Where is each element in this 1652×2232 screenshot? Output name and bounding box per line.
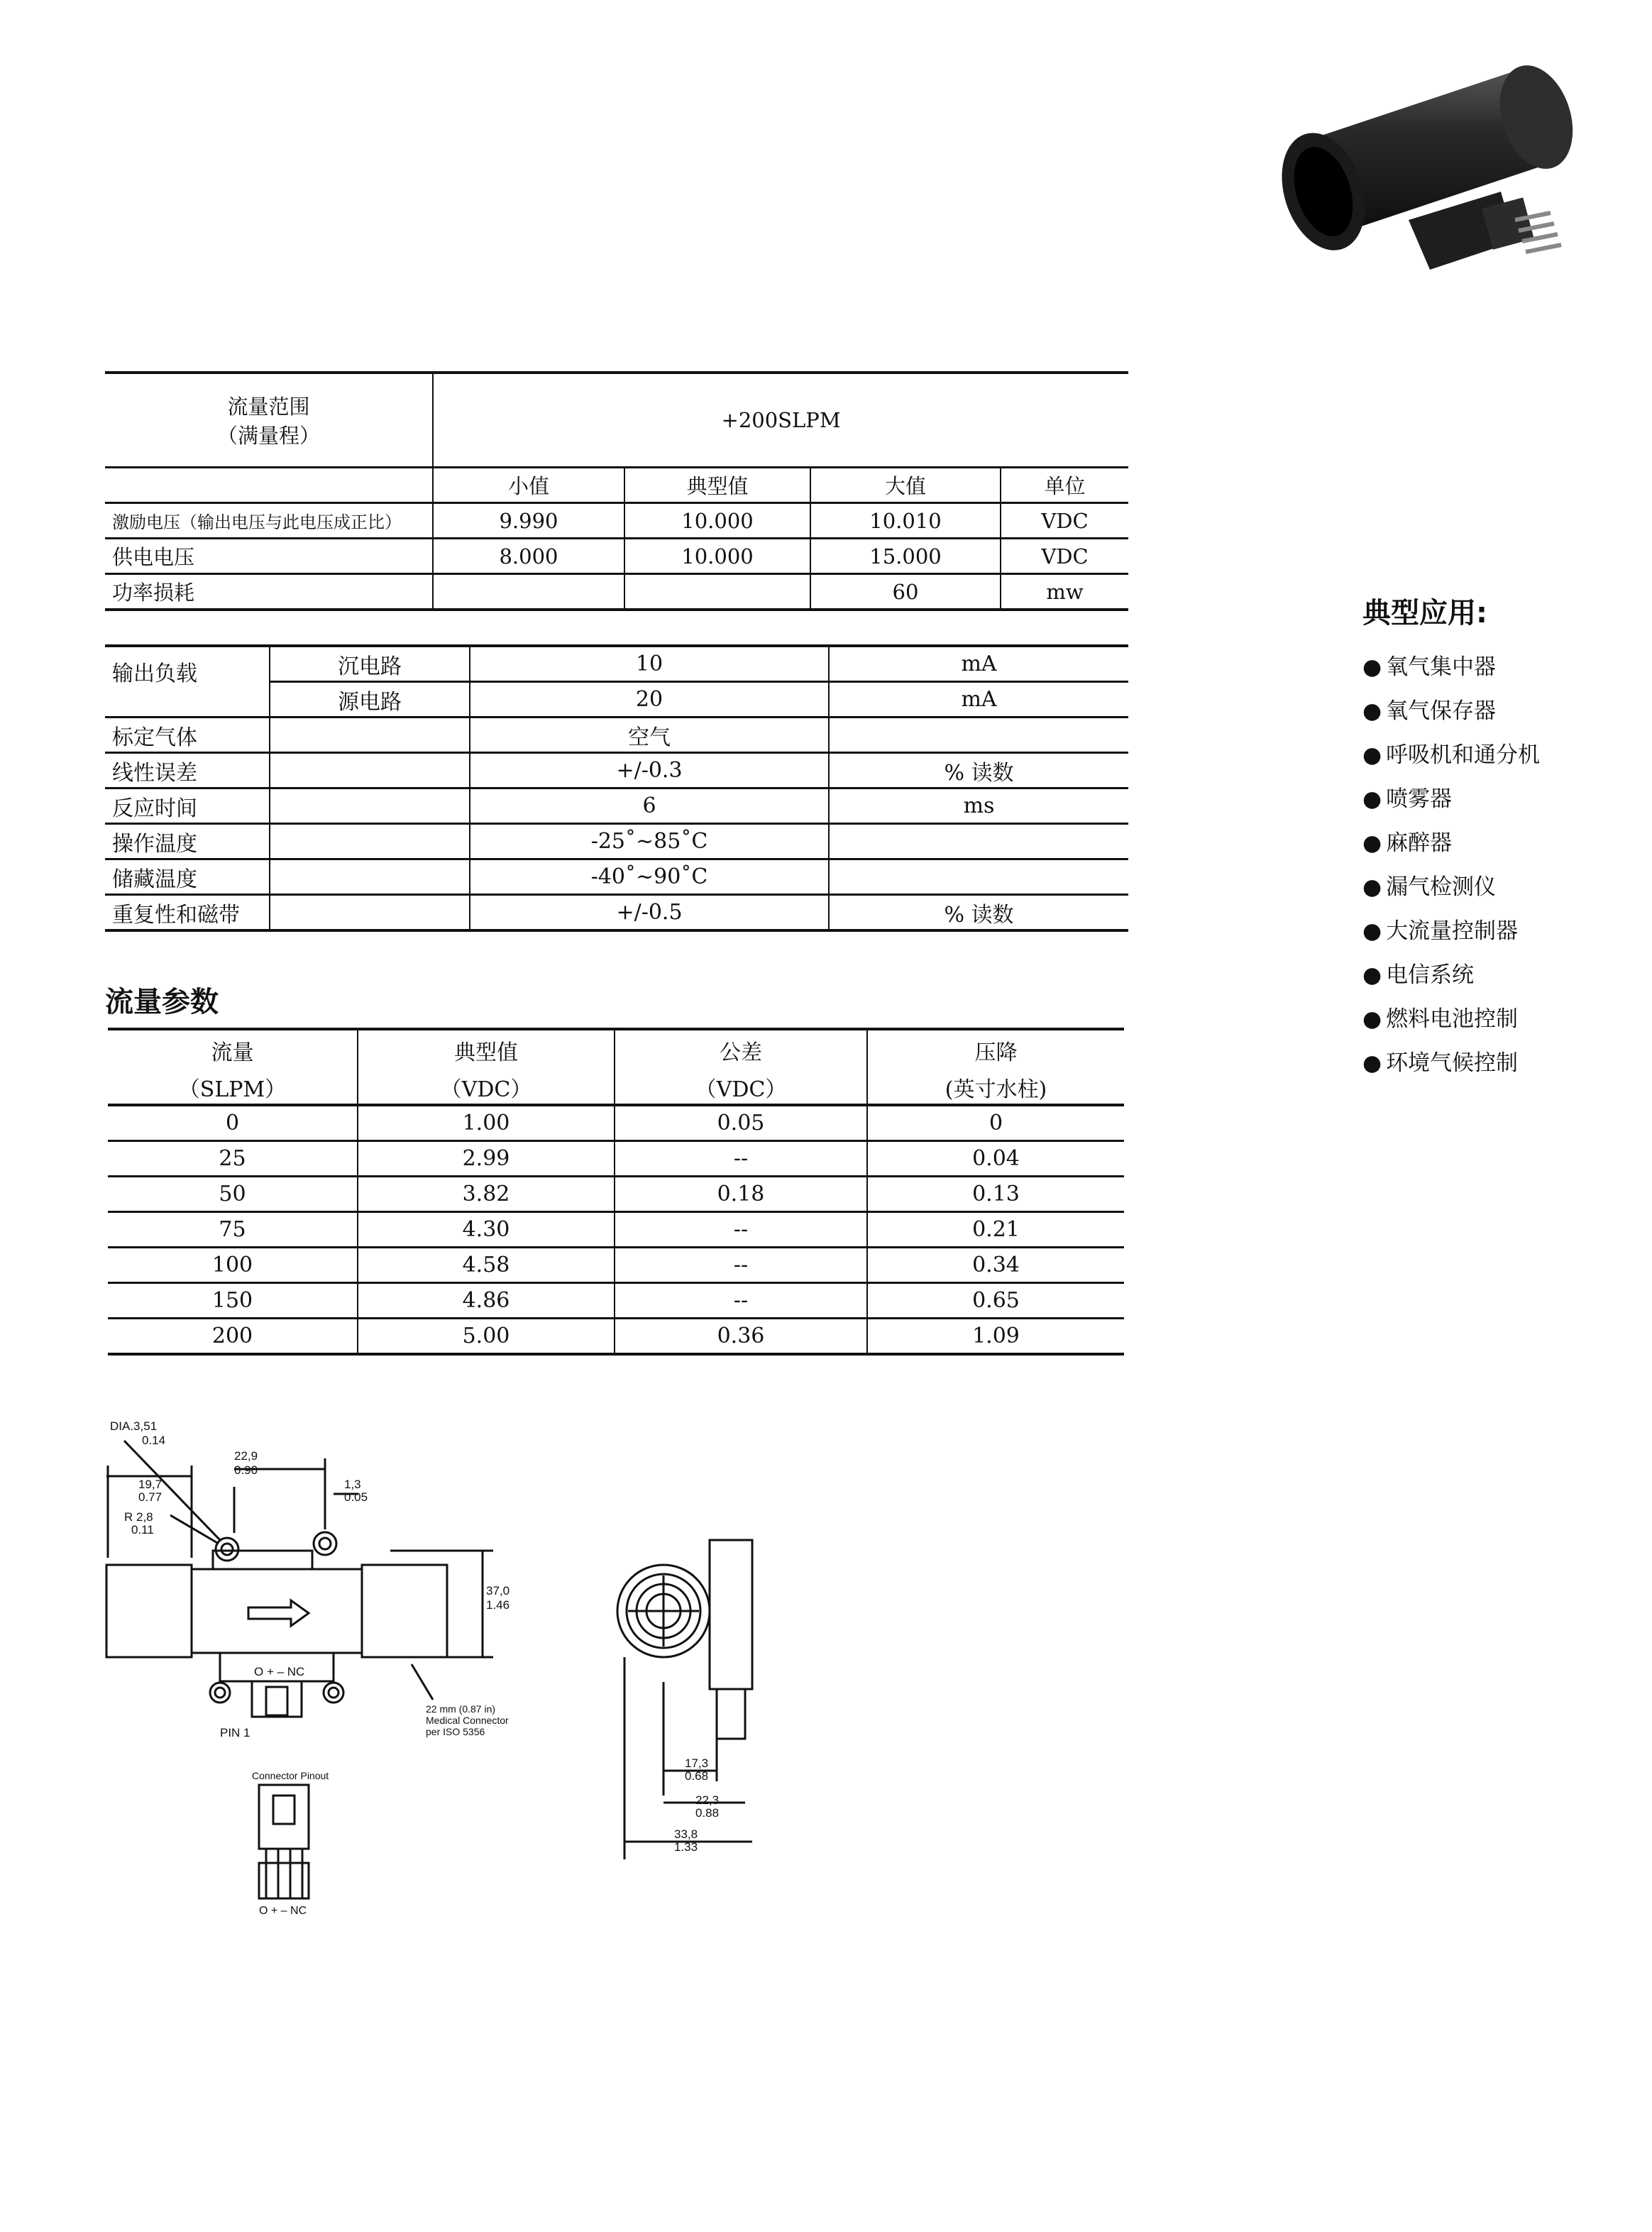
header-max: 大值 bbox=[810, 468, 1001, 503]
svg-text:0.05: 0.05 bbox=[344, 1490, 368, 1504]
table-row: 25 2.99 -- 0.04 bbox=[108, 1141, 1124, 1177]
list-item: ● 呼吸机和通分机 bbox=[1362, 742, 1541, 768]
svg-text:0.77: 0.77 bbox=[138, 1490, 163, 1504]
table-row: 激励电压（输出电压与此电压成正比） 9.990 10.000 10.010 VDC bbox=[105, 503, 1128, 539]
range-value: +200SLPM bbox=[433, 373, 1128, 468]
applications-list bbox=[1362, 590, 1632, 1085]
svg-text:0.11: 0.11 bbox=[131, 1523, 154, 1536]
bullet-icon: ● bbox=[1362, 962, 1382, 988]
svg-text:0.14: 0.14 bbox=[142, 1434, 166, 1447]
applications-title: 典型应用: bbox=[1362, 597, 1487, 630]
bullet-icon: ● bbox=[1362, 786, 1382, 812]
bullet-icon: ● bbox=[1362, 654, 1382, 680]
table-row: 重复性和磁带 +/-0.5 % 读数 bbox=[105, 895, 1128, 931]
range-label: 流量范围 （满量程） bbox=[105, 373, 433, 468]
svg-text:0.68: 0.68 bbox=[685, 1769, 709, 1783]
table-row: 操作温度 -25˚~85˚C bbox=[105, 824, 1128, 859]
table-row: 线性误差 +/-0.3 % 读数 bbox=[105, 753, 1128, 788]
spec-table-2 bbox=[105, 644, 1128, 932]
table-row: 供电电压 8.000 10.000 15.000 VDC bbox=[105, 539, 1128, 574]
header-unit: 单位 bbox=[1001, 468, 1128, 503]
svg-text:Connector Pinout: Connector Pinout bbox=[252, 1770, 329, 1781]
svg-text:37,0: 37,0 bbox=[486, 1584, 510, 1598]
svg-text:R 2,8: R 2,8 bbox=[124, 1510, 153, 1524]
table-row: 源电路 20 mA bbox=[105, 682, 1128, 718]
svg-text:O + – NC: O + – NC bbox=[254, 1665, 305, 1678]
svg-text:1.46: 1.46 bbox=[486, 1598, 510, 1612]
svg-text:DIA.3,51: DIA.3,51 bbox=[110, 1419, 158, 1433]
table-row: 反应时间 6 ms bbox=[105, 788, 1128, 824]
svg-text:1.33: 1.33 bbox=[674, 1840, 698, 1854]
list-item: ● 喷雾器 bbox=[1362, 786, 1453, 812]
spec-table bbox=[105, 371, 1128, 611]
svg-text:17,3: 17,3 bbox=[685, 1757, 709, 1770]
side-view-drawing bbox=[610, 1526, 781, 1867]
table-row: 150 4.86 -- 0.65 bbox=[108, 1283, 1124, 1319]
header-min: 小值 bbox=[433, 468, 624, 503]
svg-text:33,8: 33,8 bbox=[674, 1827, 698, 1841]
table-row: 0 1.00 0.05 0 bbox=[108, 1105, 1124, 1141]
svg-text:O + – NC: O + – NC bbox=[259, 1905, 307, 1917]
table-row: 输出负载 沉电路 10 mA bbox=[105, 646, 1128, 682]
bullet-icon: ● bbox=[1362, 918, 1382, 944]
svg-text:Medical Connector: Medical Connector bbox=[426, 1715, 509, 1726]
table-row: 200 5.00 0.36 1.09 bbox=[108, 1319, 1124, 1355]
svg-text:19,7: 19,7 bbox=[138, 1478, 163, 1491]
bullet-icon: ● bbox=[1362, 742, 1382, 768]
sensor-photo bbox=[1217, 57, 1614, 341]
bullet-icon: ● bbox=[1362, 874, 1382, 900]
bullet-icon: ● bbox=[1362, 1006, 1382, 1032]
front-view-drawing bbox=[99, 1409, 554, 1920]
table-row: 功率损耗 60 mw bbox=[105, 574, 1128, 610]
list-item: ● 燃料电池控制 bbox=[1362, 1006, 1519, 1032]
list-item: ● 氧气集中器 bbox=[1362, 654, 1497, 680]
bullet-icon: ● bbox=[1362, 1050, 1382, 1076]
table-row: 储藏温度 -40˚~90˚C bbox=[105, 859, 1128, 895]
col-headers bbox=[105, 468, 1128, 503]
flow-table bbox=[108, 1028, 1124, 1356]
list-item: ● 大流量控制器 bbox=[1362, 918, 1519, 944]
svg-text:22,3: 22,3 bbox=[695, 1793, 720, 1807]
svg-text:0.90: 0.90 bbox=[234, 1463, 258, 1477]
header-typ: 典型值 bbox=[624, 468, 810, 503]
svg-text:0.88: 0.88 bbox=[695, 1806, 720, 1820]
table-row: 100 4.58 -- 0.34 bbox=[108, 1248, 1124, 1283]
flow-table-header: 流量 典型值 公差 压降 bbox=[108, 1029, 1124, 1070]
list-item: ● 电信系统 bbox=[1362, 962, 1475, 988]
list-item: ● 环境气候控制 bbox=[1362, 1050, 1519, 1076]
flow-table-header-units: （SLPM） （VDC） （VDC） (英寸水柱) bbox=[108, 1070, 1124, 1105]
table-row: 标定气体 空气 bbox=[105, 718, 1128, 753]
svg-text:22,9: 22,9 bbox=[234, 1449, 258, 1463]
list-item: ● 氧气保存器 bbox=[1362, 698, 1497, 724]
table-row: 75 4.30 -- 0.21 bbox=[108, 1212, 1124, 1248]
flow-section-title: 流量参数 bbox=[105, 986, 219, 1018]
bullet-icon: ● bbox=[1362, 698, 1382, 724]
list-item: ● 麻醉器 bbox=[1362, 830, 1453, 856]
svg-text:22 mm (0.87 in): 22 mm (0.87 in) bbox=[426, 1703, 496, 1715]
bullet-icon: ● bbox=[1362, 830, 1382, 856]
svg-text:per ISO 5356: per ISO 5356 bbox=[426, 1726, 485, 1737]
table-row: 50 3.82 0.18 0.13 bbox=[108, 1177, 1124, 1212]
svg-text:1,3: 1,3 bbox=[344, 1478, 361, 1491]
list-item: ● 漏气检测仪 bbox=[1362, 874, 1497, 900]
svg-text:PIN 1: PIN 1 bbox=[220, 1726, 250, 1739]
